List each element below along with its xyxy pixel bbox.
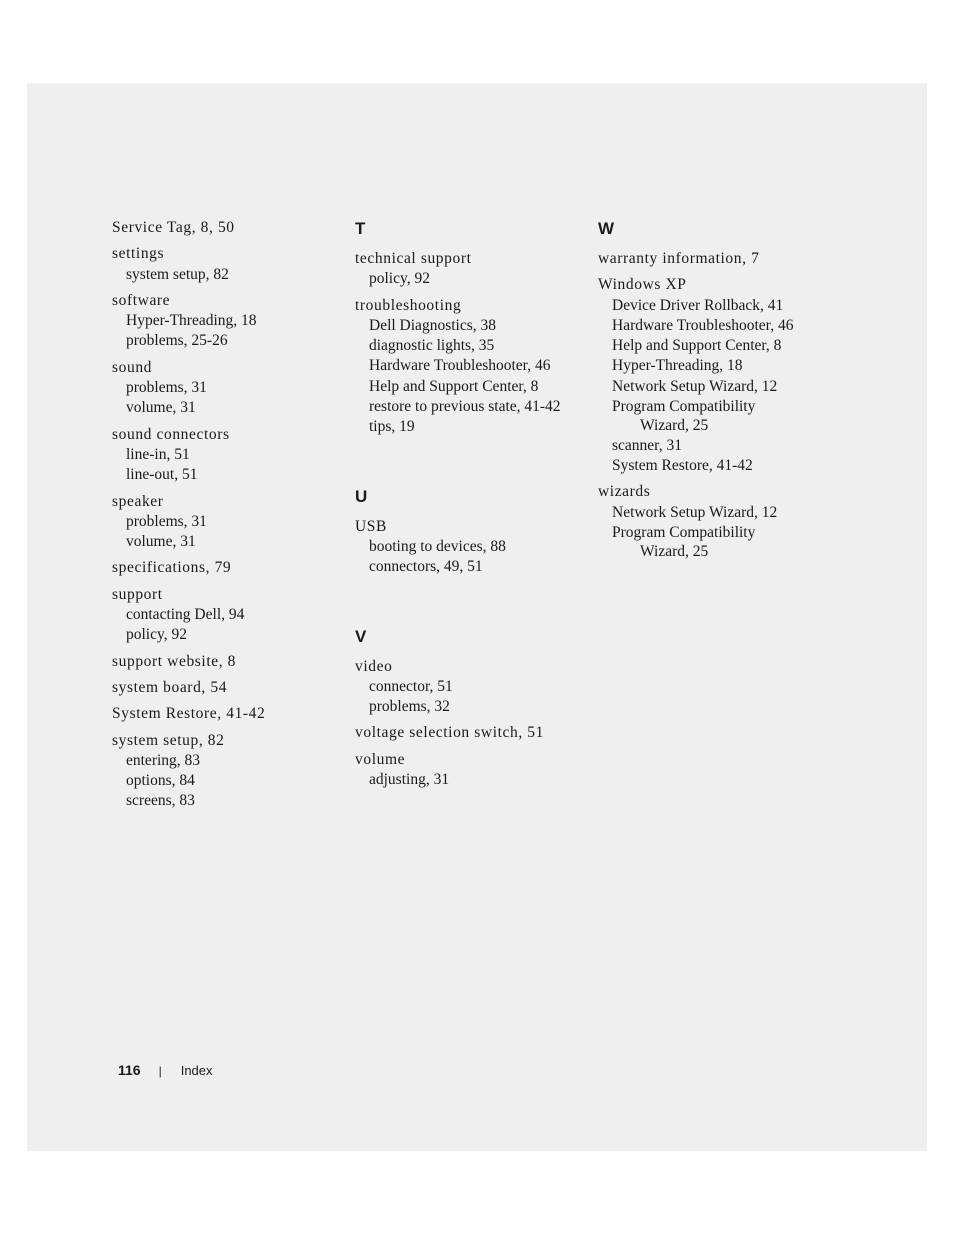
index-subentry: problems, 31 [126, 379, 207, 397]
index-term: Service Tag, 8, 50 [112, 219, 235, 236]
index-subentry: booting to devices, 88 [369, 537, 506, 555]
index-column-2 [355, 218, 595, 796]
index-term: speaker [112, 492, 164, 510]
index-term: System Restore, 41-42 [112, 705, 266, 723]
index-subentry: adjusting, 31 [369, 771, 450, 789]
index-subentry-text: Program Compatibility [612, 524, 756, 542]
page-number: 116 [118, 1062, 141, 1078]
index-subentry: contacting Dell, 94 [126, 606, 245, 624]
section-letter-heading: U [355, 486, 368, 506]
index-term: volume [355, 750, 406, 768]
index-subentry: diagnostic lights, 35 [369, 337, 495, 355]
index-term: wizards [598, 483, 651, 501]
index-subentry: Network Setup Wizard, 12 [612, 377, 778, 395]
index-term: sound connectors [112, 425, 230, 443]
index-term: specifications, 79 [112, 559, 232, 577]
index-subentry: connectors, 49, 51 [369, 558, 483, 576]
index-subentry [598, 523, 858, 562]
index-entry [112, 492, 352, 553]
index-term: support website, 8 [112, 652, 237, 670]
index-term: troubleshooting [355, 296, 462, 314]
footer-section-title: Index [180, 1063, 213, 1078]
index-entry [112, 678, 352, 698]
index-entry [112, 558, 352, 578]
index-subentry: problems, 32 [369, 698, 450, 716]
section-letter-heading: V [355, 626, 367, 646]
index-entry [112, 244, 352, 285]
index-subentry: policy, 92 [369, 270, 430, 288]
index-term: video [355, 657, 393, 675]
index-subentry: options, 84 [126, 772, 195, 790]
index-subentry: volume, 31 [126, 399, 196, 417]
index-subentry: Hardware Troubleshooter, 46 [612, 316, 794, 334]
index-subentry: Hyper-Threading, 18 [126, 312, 257, 330]
index-entry [355, 517, 595, 578]
index-subentry: line-out, 51 [126, 466, 198, 484]
index-entry [355, 249, 595, 290]
index-entry [355, 750, 595, 791]
index-entry [112, 425, 352, 486]
index-subentry-text: Program Compatibility [612, 398, 756, 416]
index-subentry: Network Setup Wizard, 12 [612, 503, 778, 521]
index-subentry: Dell Diagnostics, 38 [369, 316, 496, 334]
index-subentry: problems, 31 [126, 512, 207, 530]
index-subentry: system setup, 82 [126, 265, 229, 283]
index-term: software [112, 291, 171, 309]
index-subentry: restore to previous state, 41-42 [369, 398, 561, 416]
index-term: system setup, 82 [112, 731, 225, 749]
index-subentry: line-in, 51 [126, 445, 190, 463]
index-entry [112, 704, 352, 724]
index-term: USB [355, 517, 387, 535]
index-subentry [598, 397, 858, 436]
footer-separator: | [158, 1064, 162, 1078]
index-term: Windows XP [598, 276, 687, 294]
index-entry [355, 723, 595, 743]
index-column-1 [112, 218, 352, 818]
index-subentry: problems, 25-26 [126, 332, 228, 350]
index-subentry-continuation: Wizard, 25 [640, 417, 709, 435]
index-subentry: Help and Support Center, 8 [369, 377, 539, 395]
index-subentry: System Restore, 41-42 [612, 457, 753, 475]
section-letter-heading: T [355, 219, 366, 238]
index-subentry: connector, 51 [369, 677, 453, 695]
index-subentry: Device Driver Rollback, 41 [612, 296, 784, 314]
index-subentry: tips, 19 [369, 418, 415, 436]
index-entry [112, 731, 352, 812]
index-term: warranty information, 7 [598, 250, 760, 267]
index-entry [112, 218, 352, 238]
index-subentry: policy, 92 [126, 626, 187, 644]
index-subentry: volume, 31 [126, 533, 196, 551]
section-gap [355, 444, 595, 486]
index-entry [355, 657, 595, 718]
index-entry [598, 249, 858, 269]
index-entry [598, 482, 858, 561]
index-term: sound [112, 358, 153, 376]
index-entry [112, 358, 352, 419]
page-footer [118, 1061, 213, 1080]
index-term: settings [112, 245, 165, 263]
index-subentry: screens, 83 [126, 792, 195, 810]
index-term: voltage selection switch, 51 [355, 724, 544, 742]
section-gap [355, 584, 595, 626]
index-subentry: scanner, 31 [612, 436, 682, 454]
index-entry [598, 275, 858, 476]
index-subentry: Hyper-Threading, 18 [612, 357, 743, 375]
index-term: technical support [355, 250, 472, 267]
index-subentry: Hardware Troubleshooter, 46 [369, 357, 551, 375]
index-column-3 [598, 218, 858, 568]
index-entry [355, 296, 595, 438]
index-term: support [112, 585, 163, 603]
index-entry [112, 585, 352, 646]
index-subentry-continuation: Wizard, 25 [640, 543, 709, 561]
index-term: system board, 54 [112, 678, 228, 696]
index-subentry: entering, 83 [126, 751, 201, 769]
section-letter-heading: W [598, 219, 615, 238]
index-entry [112, 652, 352, 672]
index-subentry: Help and Support Center, 8 [612, 337, 782, 355]
index-entry [112, 291, 352, 352]
